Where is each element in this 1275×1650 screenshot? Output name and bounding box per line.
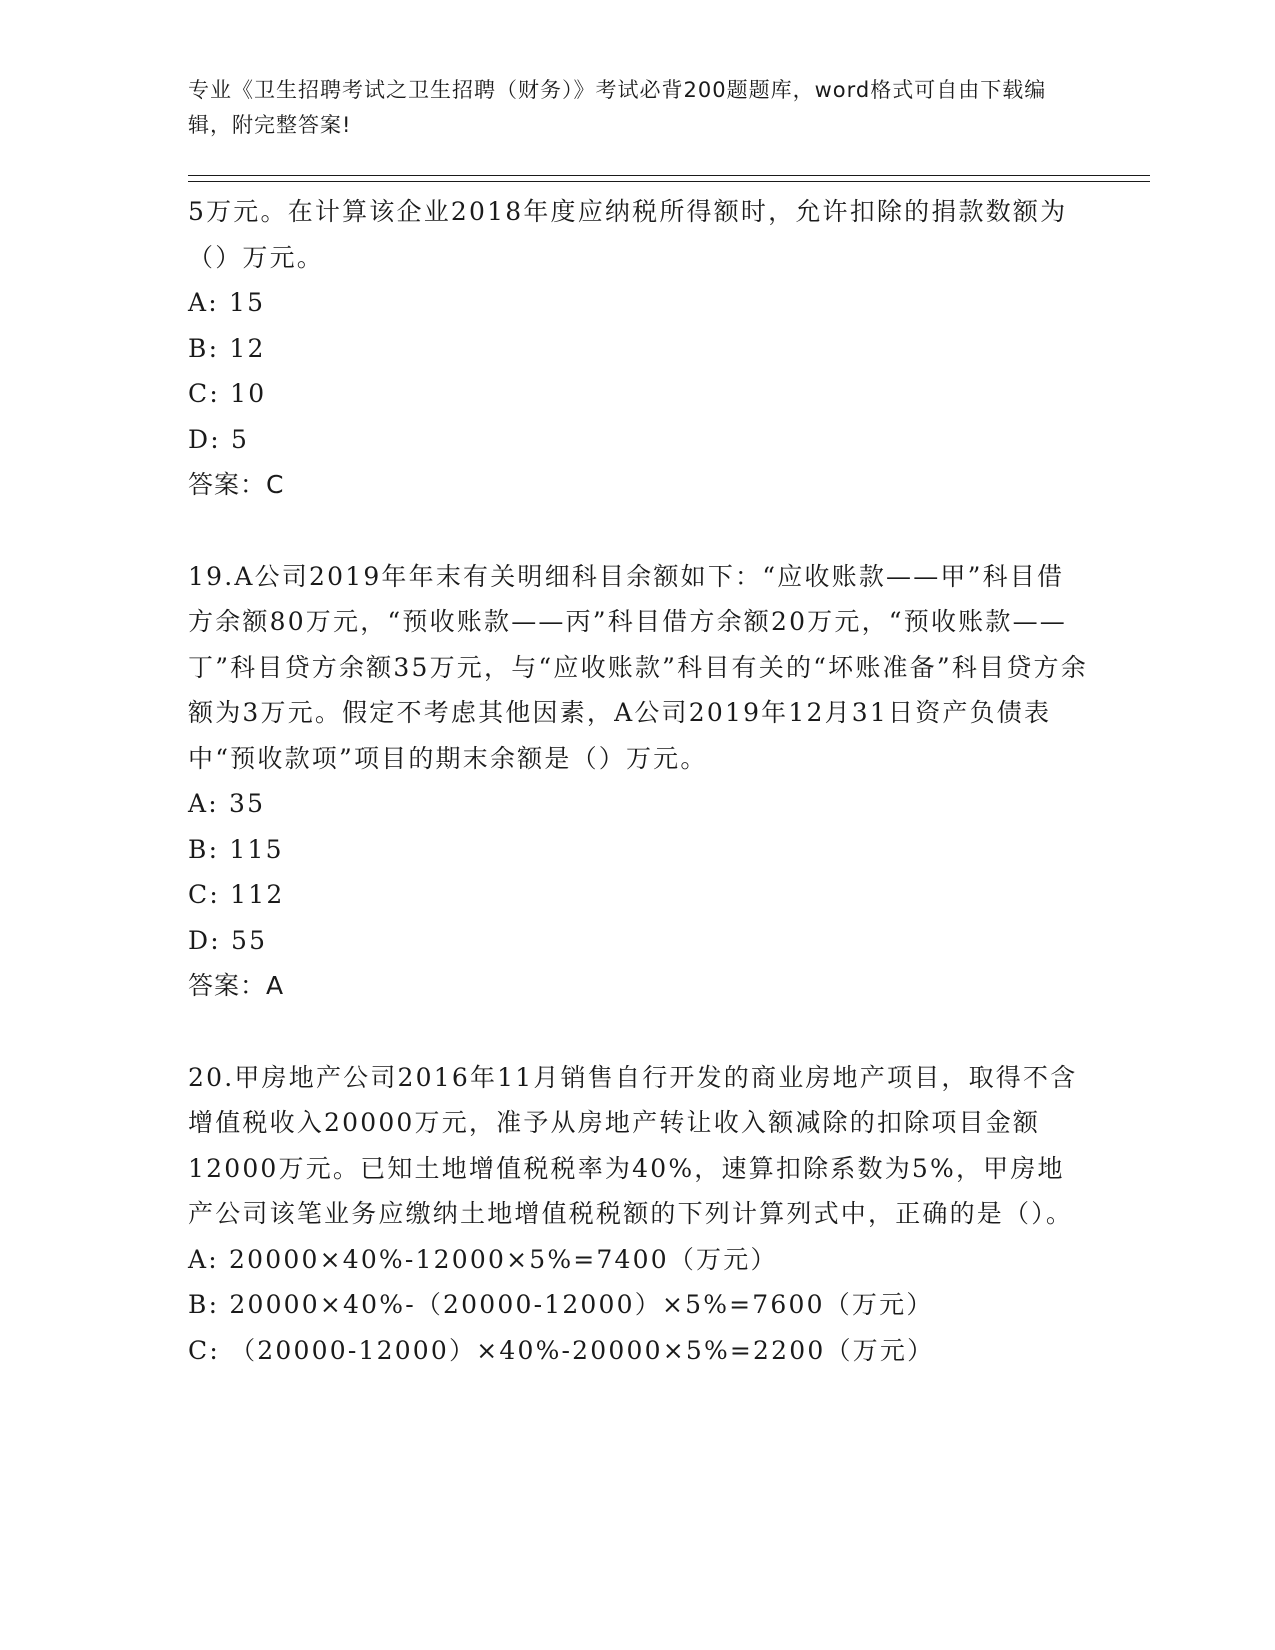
spacer (188, 508, 1088, 554)
question-content (188, 189, 1088, 1373)
option-text: 5 (231, 424, 250, 454)
question-20-option-c (188, 1328, 1088, 1374)
option-letter: B: (188, 333, 220, 363)
option-text: 10 (230, 379, 267, 408)
question-18-option-b (188, 326, 1088, 372)
question-19-stem: 19.A公司2019年年末有关明细科目余额如下：“应收账款——甲”科目借方余额80万元，“预收账款——丙”科目借方余额20万元，“预收账款——丁”科目贷方余额35万元，与“应收账款”科目有关的“坏账准备”科目贷方余额为3万元。假定不考虑其他因素，A公司2019年12月31日资产负债表中“预收款项”项目的期末余额是（）万元。 (188, 561, 1088, 773)
question-18-option-d (188, 417, 1088, 463)
question-19-option-c (188, 872, 1088, 918)
header-rule-bottom (188, 181, 1150, 182)
option-letter: D: (188, 424, 221, 454)
question-19-option-a (188, 781, 1088, 827)
header-rule-top (188, 175, 1150, 176)
option-letter: A: (188, 1244, 219, 1274)
option-letter: C: (188, 379, 220, 408)
question-18-option-c (188, 371, 1088, 417)
option-text: 15 (229, 288, 266, 317)
question-20-option-b (188, 1282, 1088, 1328)
option-letter: A: (188, 789, 219, 818)
option-letter: D: (188, 925, 221, 955)
question-18-option-a (188, 280, 1088, 326)
option-text: 20000×40%-12000×5%=7400（万元） (229, 1244, 778, 1274)
option-letter: C: (188, 1335, 220, 1365)
question-18 (188, 189, 1088, 508)
option-letter: B: (188, 834, 220, 864)
option-letter: C: (188, 880, 220, 909)
question-20-option-a (188, 1237, 1088, 1283)
question-20 (188, 1055, 1088, 1374)
option-text: 20000×40%-（20000-12000）×5%=7600（万元） (229, 1290, 934, 1319)
spacer (188, 1009, 1088, 1055)
option-text: 115 (229, 834, 284, 864)
option-text: 12 (229, 333, 266, 363)
question-19-option-d (188, 918, 1088, 964)
page-header: 专业《卫生招聘考试之卫生招聘（财务）》考试必背200题题库，word格式可自由下载编辑，附完整答案! (188, 78, 1047, 137)
question-18-answer: 答案：C (188, 470, 285, 499)
question-19-answer: 答案：A (188, 971, 285, 1000)
option-text: 55 (231, 925, 268, 955)
option-letter: A: (188, 288, 219, 317)
option-letter: B: (188, 1290, 220, 1319)
option-text: 35 (229, 789, 266, 818)
question-19-option-b (188, 827, 1088, 873)
question-18-stem: 5万元。在计算该企业2018年度应纳税所得额时，允许扣除的捐款数额为（）万元。 (188, 197, 1068, 272)
option-text: 112 (230, 880, 285, 909)
question-19 (188, 554, 1088, 1009)
question-20-stem: 20.甲房地产公司2016年11月销售自行开发的商业房地产项目，取得不含增值税收入20000万元，准予从房地产转让收入额减除的扣除项目金额12000万元。已知土地增值税税率为40%，速算扣除系数为5%，甲房地产公司该笔业务应缴纳土地增值税税额的下列计算列式中，正确的是（）。 (188, 1062, 1078, 1228)
option-text: （20000-12000）×40%-20000×5%=2200（万元） (230, 1335, 935, 1365)
